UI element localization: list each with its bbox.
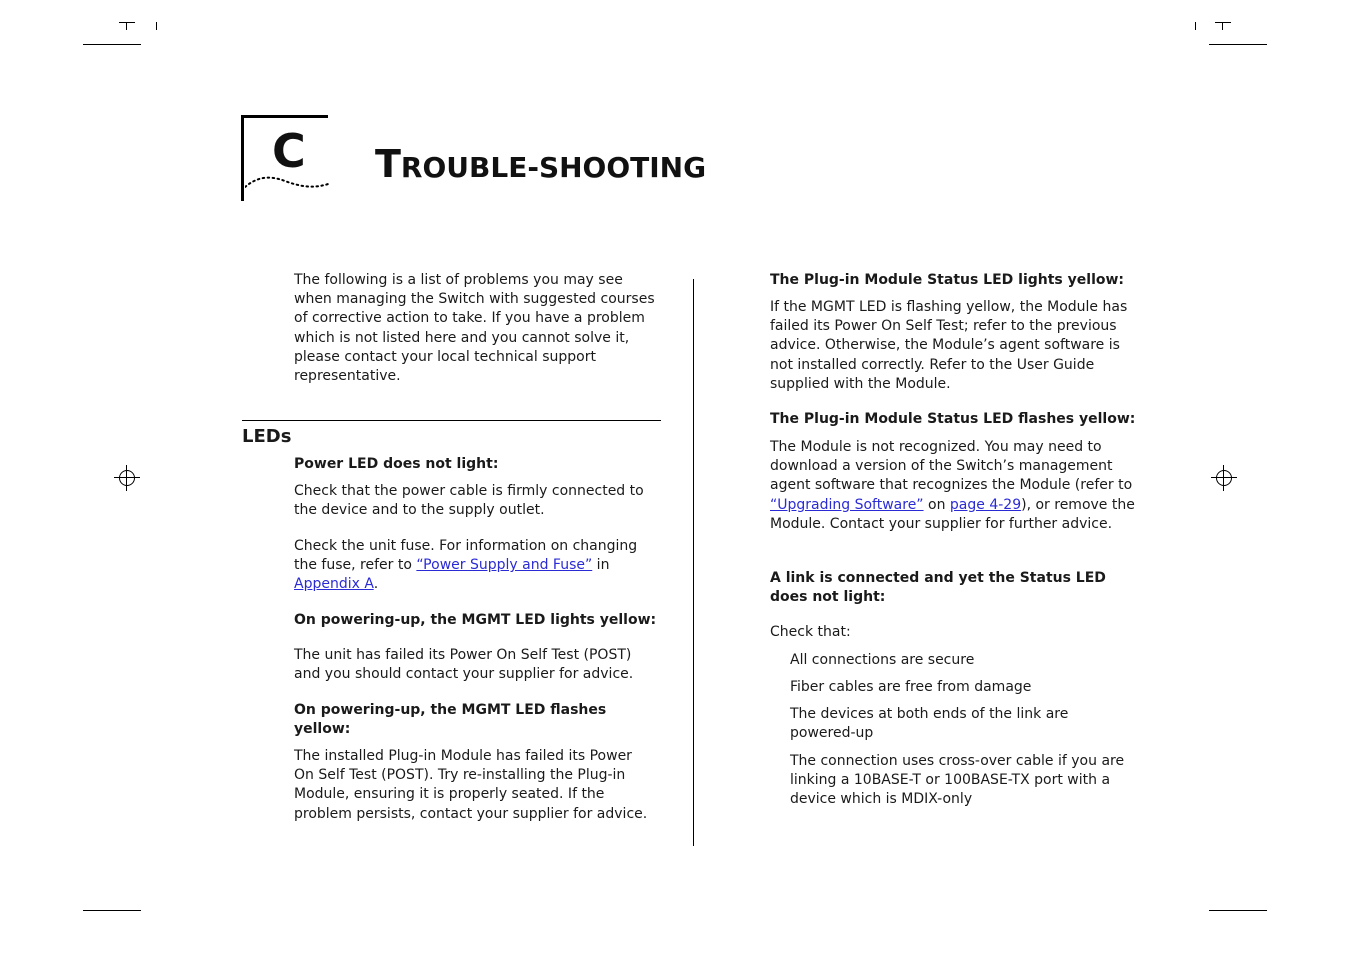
registration-mark-right	[1211, 465, 1237, 491]
heading-module-lights-yellow: The Plug-in Module Status LED lights yellow:	[770, 272, 1125, 288]
check-that-label: Check that:	[770, 624, 851, 640]
crop-mark-bottom-left	[83, 910, 141, 911]
chapter-letter: C	[272, 124, 306, 178]
list-item: The devices at both ends of the link are powered-up	[790, 706, 1069, 742]
heading-link-status-led: A link is connected and yet the Status LED does not light:	[770, 570, 1106, 605]
mgmt-lights-paragraph: The unit has failed its Power On Self Test (POST) and you should contact your supplier for advice.	[294, 647, 634, 683]
mgmt-flashes-paragraph: The installed Plug-in Module has failed its Power On Self Test (POST). Try re-installing the Plug-in Module, ensuring it is properly seated. If the problem persists, contact your supplier for advice.	[294, 748, 648, 822]
fuse-paragraph	[294, 537, 654, 595]
module-flashes-text-mid: on	[923, 496, 950, 513]
heading-mgmt-lights-yellow: On powering-up, the MGMT LED lights yellow:	[294, 612, 657, 628]
list-item: The connection uses cross-over cable if you are linking a 10BASE-T or 100BASE-TX port with a device which is MDIX-only	[790, 753, 1125, 808]
chapter-box	[241, 115, 328, 201]
appendix-a-link[interactable]: Appendix A	[294, 576, 374, 593]
section-rule	[242, 420, 661, 421]
column-divider	[693, 279, 694, 846]
chapter-title-initial: T	[375, 142, 401, 186]
chapter-title-rest: ROUBLE-SHOOTING	[400, 151, 707, 184]
fuse-text-mid: in	[592, 557, 610, 574]
registration-mark-top-left	[119, 18, 135, 30]
list-item: Fiber cables are free from damage	[790, 679, 1032, 695]
chapter-title	[375, 142, 706, 186]
crop-mark-top-left	[83, 44, 141, 45]
module-flashes-paragraph	[770, 438, 1136, 534]
heading-power-led: Power LED does not light:	[294, 456, 499, 472]
fuse-text-end: .	[373, 576, 379, 593]
intro-paragraph: The following is a list of problems you may see when managing the Switch with suggested courses of corrective action to take. If you have a problem which is not listed here and you cannot solve it, please contact your local technical support representative.	[294, 272, 655, 385]
module-flashes-text: The Module is not recognized. You may need to download a version of the Switch’s management agent software that recognizes the Module (refer to	[770, 439, 1133, 494]
crop-mark-top-right	[1209, 44, 1267, 45]
crop-mark-top-left-tick	[156, 22, 157, 30]
module-flashes-text-end: ), or remove the Module. Contact your supplier for further advice.	[770, 496, 1135, 532]
registration-mark-top-right	[1215, 18, 1231, 30]
fuse-text: Check the unit fuse. For information on changing the fuse, refer to	[294, 538, 638, 574]
upgrading-software-link[interactable]: “Upgrading Software”	[770, 496, 924, 513]
heading-mgmt-flashes-yellow: On powering-up, the MGMT LED flashes yellow:	[294, 702, 607, 737]
page-4-29-link[interactable]: page 4-29	[949, 496, 1022, 513]
heading-module-flashes-yellow: The Plug-in Module Status LED flashes yellow:	[770, 411, 1136, 427]
module-lights-paragraph: If the MGMT LED is flashing yellow, the Module has failed its Power On Self Test; refer to the previous advice. Otherwise, the Module’s agent software is not installed correctly. Refer to the User Guide supplied with the Module.	[770, 299, 1128, 392]
section-title: LEDs	[242, 426, 292, 447]
power-supply-fuse-link[interactable]: “Power Supply and Fuse”	[416, 557, 593, 574]
power-led-paragraph: Check that the power cable is firmly connected to the device and to the supply outlet.	[294, 483, 644, 519]
registration-mark-left	[114, 465, 140, 491]
crop-mark-bottom-right	[1209, 910, 1267, 911]
crop-mark-top-right-tick	[1195, 22, 1196, 30]
list-item: All connections are secure	[790, 652, 975, 668]
